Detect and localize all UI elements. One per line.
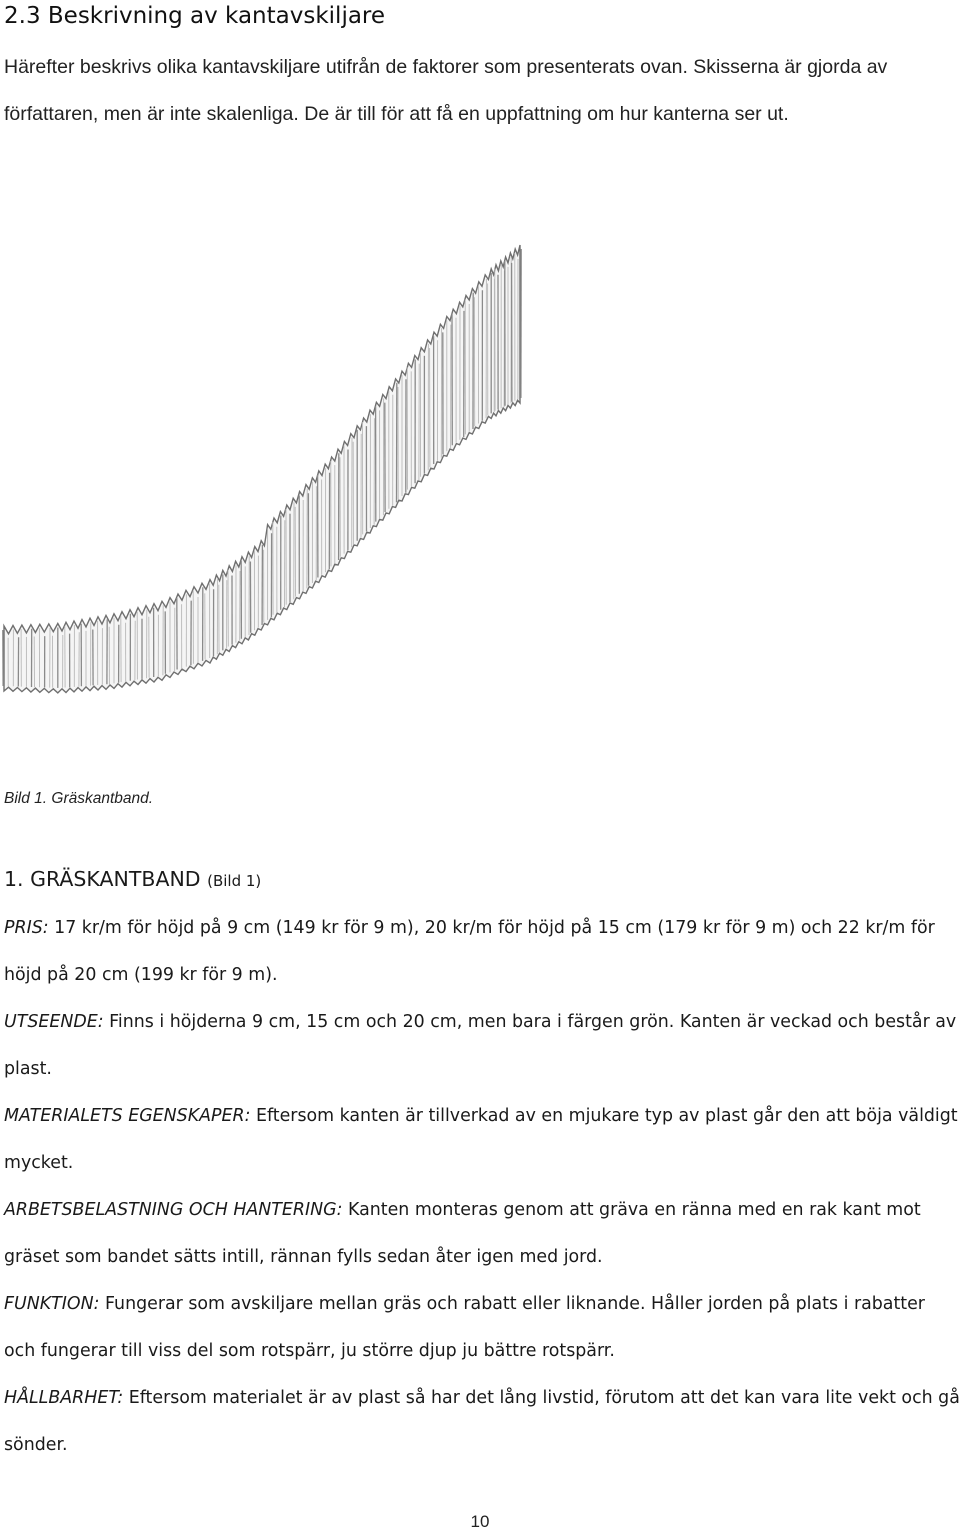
- grass-edging-sketch: [0, 220, 960, 750]
- field-material: [4, 1093, 960, 1187]
- field-workload: [4, 1187, 960, 1281]
- field-label: ARBETSBELASTNING OCH HANTERING:: [4, 1200, 343, 1220]
- figure-caption: Bild 1. Gräskantband.: [4, 790, 154, 807]
- field-label: FUNKTION:: [4, 1294, 100, 1314]
- intro-paragraph: Härefter beskrivs olika kantavskiljare utifrån de faktorer som presenterats ovan. Skisserna är gjorda av författaren, men är inte skalenliga. De är till för att få en uppfattning om hur kanterna ser ut.: [4, 56, 888, 125]
- page-number: 10: [470, 1512, 490, 1531]
- field-label: PRIS:: [4, 918, 49, 938]
- section-heading: 2.3 Beskrivning av kantavskiljare: [4, 3, 386, 29]
- field-price: [4, 905, 960, 999]
- field-text: Fungerar som avskiljare mellan gräs och rabatt eller liknande. Håller jorden på plats i rabatter och fungerar till viss del som rotspärr, ju större djup ju bättre rotspärr.: [4, 1294, 925, 1361]
- field-label: HÅLLBARHET:: [4, 1388, 124, 1408]
- field-text: Kanten monteras genom att gräva en ränna med en rak kant mot gräset som bandet sätts intill, rännan fylls sedan åter igen med jord.: [4, 1200, 921, 1267]
- field-function: [4, 1281, 960, 1375]
- field-text: Eftersom materialet är av plast så har det lång livstid, förutom att det kan vara lite vekt och gå sönder.: [4, 1388, 960, 1455]
- field-appearance: [4, 999, 960, 1093]
- item-title-text: 1. GRÄSKANTBAND: [4, 867, 201, 891]
- sketch-band: [3, 245, 521, 693]
- field-text: Eftersom kanten är tillverkad av en mjukare typ av plast går den att böja väldigt mycket.: [4, 1106, 958, 1173]
- field-label: UTSEENDE:: [4, 1012, 104, 1032]
- field-label: MATERIALETS EGENSKAPER:: [4, 1106, 251, 1126]
- field-text: 17 kr/m för höjd på 9 cm (149 kr för 9 m), 20 kr/m för höjd på 15 cm (179 kr för 9 m) och 22 kr/m för höjd på 20 cm (199 kr för 9 m).: [4, 918, 935, 985]
- item-title-ref: (Bild 1): [207, 872, 262, 890]
- item-description: [4, 856, 960, 1469]
- field-durability: [4, 1375, 960, 1469]
- item-title: [4, 856, 960, 905]
- field-text: Finns i höjderna 9 cm, 15 cm och 20 cm, men bara i färgen grön. Kanten är veckad och består av plast.: [4, 1012, 957, 1079]
